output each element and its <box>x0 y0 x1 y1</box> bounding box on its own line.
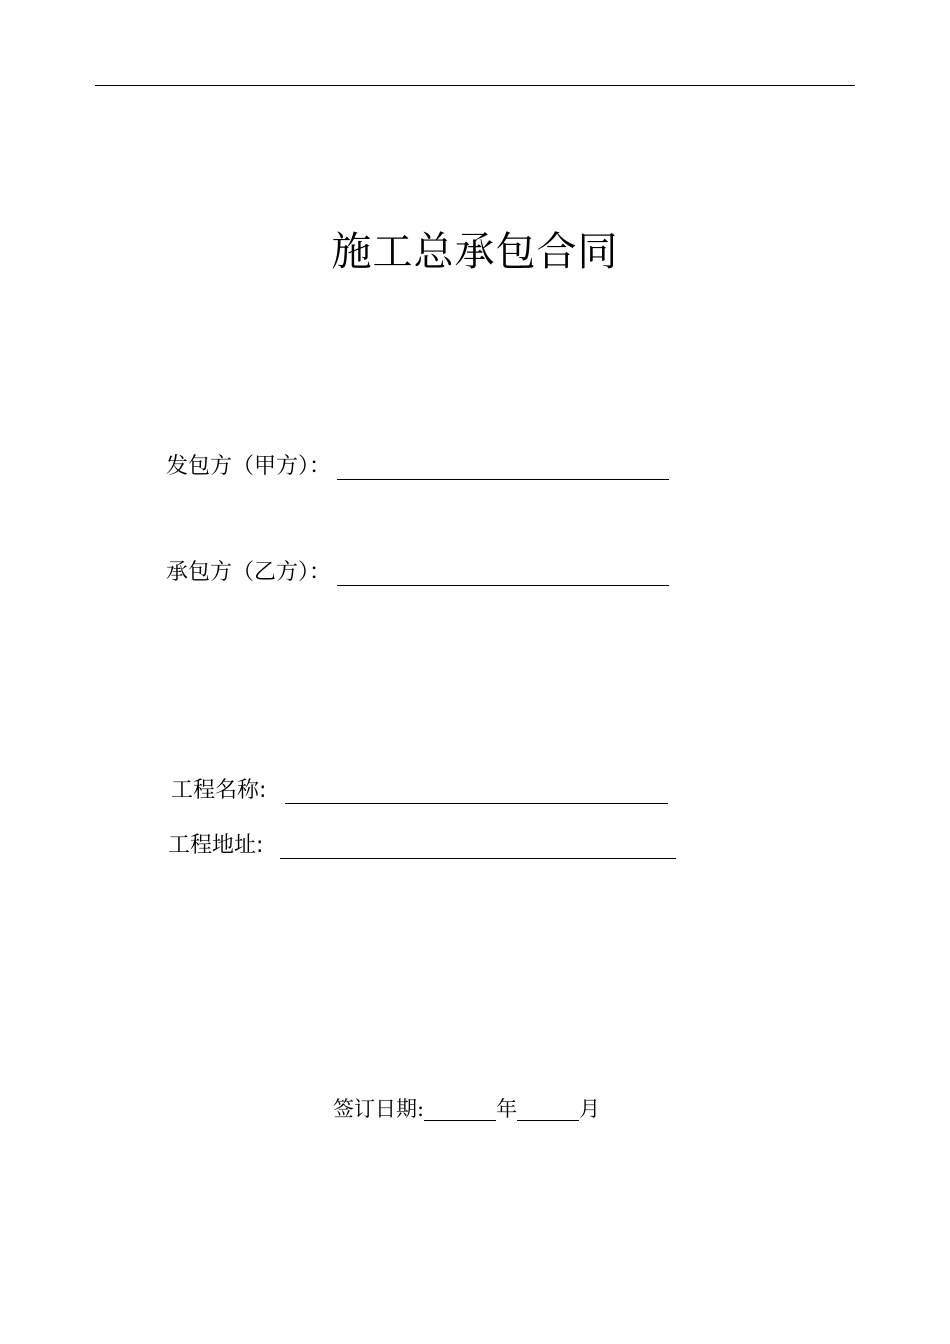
signing-year-blank[interactable] <box>424 1120 496 1121</box>
signing-date-label: 签订日期: <box>333 1097 425 1121</box>
project-name-field <box>171 772 668 806</box>
project-name-label: 工程名称: <box>171 778 267 803</box>
project-address-field <box>168 827 676 861</box>
document-title: 施工总承包合同 <box>331 229 619 275</box>
project-address-blank-line[interactable] <box>280 858 676 859</box>
employer-label: 发包方（甲方）： <box>166 454 332 479</box>
project-name-blank-line[interactable] <box>285 803 668 804</box>
contractor-blank-line[interactable] <box>337 585 669 586</box>
header-rule <box>95 85 855 86</box>
signing-year-unit: 年 <box>496 1097 518 1121</box>
signing-month-blank[interactable] <box>517 1120 579 1121</box>
contractor-field <box>166 554 669 588</box>
employer-field <box>166 448 669 482</box>
contractor-label: 承包方（乙方）： <box>166 560 332 585</box>
employer-blank-line[interactable] <box>337 479 669 480</box>
project-address-label: 工程地址: <box>168 833 264 858</box>
signing-date-row <box>333 1090 600 1124</box>
signing-month-unit: 月 <box>579 1097 601 1121</box>
